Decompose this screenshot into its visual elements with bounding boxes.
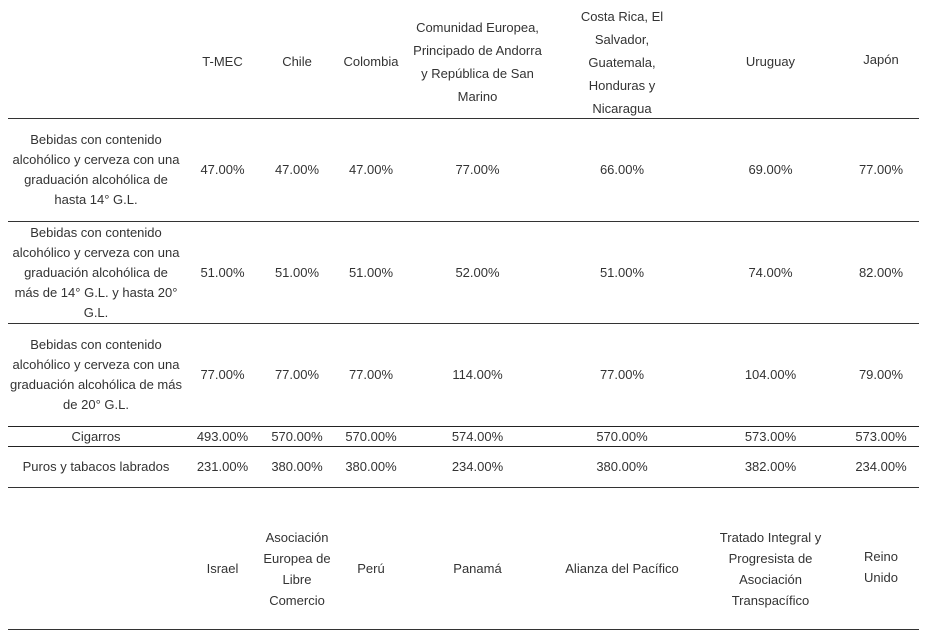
value-cell: 79.00% [858, 367, 904, 382]
value-cell: 380.00% [271, 459, 323, 474]
value-cell: 380.00% [596, 459, 648, 474]
table-row [8, 427, 919, 446]
header-aelc: Asociación Europea de Libre Comercio [263, 530, 331, 608]
header-japon: Japón [863, 52, 899, 67]
value-cell: 77.00% [274, 367, 320, 382]
table-row [8, 119, 919, 221]
header-uruguay: Uruguay [745, 54, 796, 69]
row-label: Bebidas con contenido alcohólico y cerveza con una graduación alcohólica de más de 20° G.L. [10, 337, 182, 412]
value-cell: 47.00% [274, 162, 320, 177]
value-cell: 382.00% [744, 459, 797, 474]
table-2-header [8, 525, 919, 613]
value-cell: 573.00% [744, 429, 797, 444]
value-cell: 77.00% [599, 367, 645, 382]
value-cell: 104.00% [744, 367, 797, 382]
value-cell: 82.00% [858, 265, 904, 280]
header-reino-unido: Reino Unido [864, 549, 898, 585]
value-cell: 77.00% [348, 367, 394, 382]
value-cell: 77.00% [200, 367, 245, 382]
header-centroamerica: Costa Rica, El Salvador, Guatemala, Honduras y Nicaragua [580, 8, 664, 116]
table-row [8, 222, 919, 324]
value-cell: 51.00% [599, 265, 645, 280]
table-row [8, 447, 919, 487]
table-2-header-rule [8, 629, 919, 630]
header-israel: Israel [206, 561, 239, 576]
value-cell: 231.00% [196, 459, 249, 474]
header-chile: Chile [282, 54, 312, 69]
value-cell: 570.00% [596, 429, 648, 444]
value-cell: 77.00% [858, 162, 904, 177]
header-tmec: T-MEC [202, 54, 243, 69]
header-peru: Perú [357, 560, 385, 576]
value-cell: 51.00% [200, 265, 245, 280]
row-label: Puros y tabacos labrados [22, 459, 170, 474]
header-colombia: Colombia [343, 54, 399, 69]
value-cell: 234.00% [855, 459, 907, 474]
header-comunidad-europea: Comunidad Europea, Principado de Andorra y República de San Marino [413, 20, 542, 104]
value-cell: 234.00% [451, 459, 504, 474]
value-cell: 51.00% [348, 265, 394, 280]
value-cell: 74.00% [748, 265, 793, 280]
value-cell: 574.00% [451, 429, 504, 444]
header-alianza-pacifico: Alianza del Pacífico [565, 560, 679, 576]
header-cptpp: Tratado Integral y Progresista de Asociación Transpacífico [719, 530, 822, 608]
row-label: Bebidas con contenido alcohólico y cerveza con una graduación alcohólica de más de 14° G.L. y hasta 20° G.L. [12, 225, 180, 320]
value-cell: 380.00% [345, 459, 397, 474]
value-cell: 493.00% [196, 429, 249, 444]
value-cell: 66.00% [599, 162, 645, 177]
row-label: Cigarros [71, 429, 121, 444]
row-label: Bebidas con contenido alcohólico y cerveza con una graduación alcohólica de hasta 14° G.L. [12, 132, 180, 207]
header-panama: Panamá [453, 560, 502, 576]
table-row [8, 324, 919, 426]
value-cell: 52.00% [455, 265, 500, 280]
value-cell: 114.00% [452, 367, 503, 382]
value-cell: 570.00% [345, 429, 397, 444]
value-cell: 573.00% [855, 429, 907, 444]
value-cell: 47.00% [200, 162, 245, 177]
value-cell: 570.00% [271, 429, 323, 444]
value-cell: 69.00% [748, 162, 793, 177]
table-1-bottom-rule [8, 487, 919, 488]
value-cell: 51.00% [274, 265, 320, 280]
value-cell: 47.00% [348, 162, 394, 177]
table-1-header [8, 6, 919, 118]
value-cell: 77.00% [455, 162, 500, 177]
